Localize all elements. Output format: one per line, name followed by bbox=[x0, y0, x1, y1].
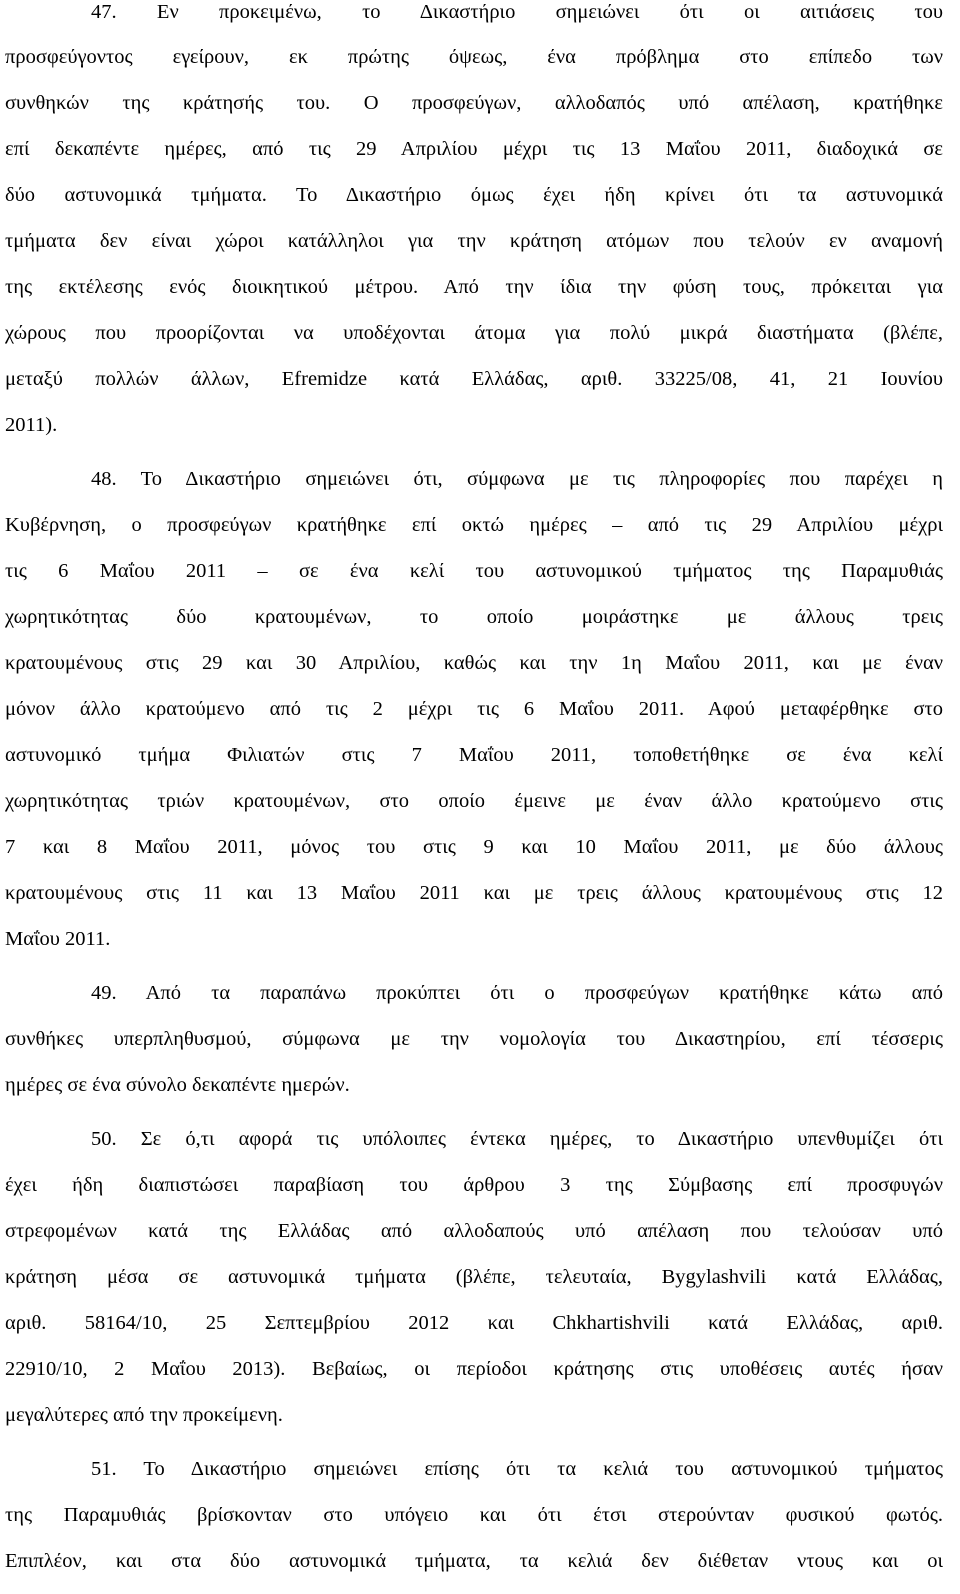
paragraph-49-number: 49. bbox=[91, 982, 117, 1004]
paragraph-51-line-1: 51. Το Δικαστήριο σημειώνει επίσης ότι τα κελιά του αστυνομικού τμήματος bbox=[91, 1458, 943, 1480]
paragraph-47-line-5: δύο αστυνομικά τμήματα. Το Δικαστήριο όμως έχει ήδη κρίνει ότι τα αστυνομικά bbox=[5, 184, 943, 206]
paragraph-50-line-2: έχει ήδη διαπιστώσει παραβίαση του άρθρου 3 της Σύμβασης επί προσφυγών bbox=[5, 1174, 943, 1196]
paragraph-51-line-2: της Παραμυθιάς βρίσκονταν στο υπόγειο και ότι έτσι στερούνταν φυσικού φωτός. bbox=[5, 1504, 943, 1526]
paragraph-47-line-2: προσφεύγοντος εγείρουν, εκ πρώτης όψεως, ένα πρόβλημα στο επίπεδο των bbox=[5, 46, 943, 68]
paragraph-48-line-1: 48. Το Δικαστήριο σημειώνει ότι, σύμφωνα με τις πληροφορίες που παρέχει η bbox=[91, 468, 943, 490]
paragraph-48-line-2: Κυβέρνηση, ο προσφεύγων κρατήθηκε επί οκτώ ημέρες – από τις 29 Απριλίου μέχρι bbox=[5, 514, 943, 536]
paragraph-47-line-7: της εκτέλεσης ενός διοικητικού μέτρου. Από την ίδια την φύση τους, πρόκειται για bbox=[5, 276, 943, 298]
paragraph-47-line-6: τμήματα δεν είναι χώροι κατάλληλοι για την κράτηση ατόμων που τελούν εν αναμονή bbox=[5, 230, 943, 252]
paragraph-50-line-1: 50. Σε ό,τι αφορά τις υπόλοιπες έντεκα ημέρες, το Δικαστήριο υπενθυμίζει ότι bbox=[91, 1128, 943, 1150]
paragraph-51-line-3: Επιπλέον, και στα δύο αστυνομικά τμήματα, τα κελιά δεν διέθεταν ντους και οι bbox=[5, 1550, 943, 1572]
paragraph-47-line-9: μεταξύ πολλών άλλων, Efremidze κατά Ελλάδας, αριθ. 33225/08, 41, 21 Ιουνίου bbox=[5, 368, 943, 390]
paragraph-49-line-1: 49. Από τα παραπάνω προκύπτει ότι ο προσφεύγων κρατήθηκε κάτω από bbox=[91, 982, 943, 1004]
paragraph-51-number: 51. bbox=[91, 1458, 117, 1480]
paragraph-49-line-3: ημέρες σε ένα σύνολο δεκαπέντε ημερών. bbox=[5, 1074, 350, 1096]
paragraph-48-line-7: αστυνομικό τμήμα Φιλιατών στις 7 Μαΐου 2011, τοποθετήθηκε σε ένα κελί bbox=[5, 744, 943, 766]
paragraph-50-line-7: μεγαλύτερες από την προκείμενη. bbox=[5, 1404, 283, 1426]
paragraph-47-line-4: επί δεκαπέντε ημέρες, από τις 29 Απριλίου μέχρι τις 13 Μαΐου 2011, διαδοχικά σε bbox=[5, 138, 943, 160]
paragraph-50-line-6: 22910/10, 2 Μαΐου 2013). Βεβαίως, οι περίοδοι κράτησης στις υποθέσεις αυτές ήσαν bbox=[5, 1358, 943, 1380]
paragraph-48-line-11: Μαΐου 2011. bbox=[5, 928, 111, 950]
paragraph-50-line-3: στρεφομένων κατά της Ελλάδας από αλλοδαπούς υπό απέλαση που τελούσαν υπό bbox=[5, 1220, 943, 1242]
paragraph-48-number: 48. bbox=[91, 468, 117, 490]
paragraph-47-line-1: 47. Εν προκειμένω, το Δικαστήριο σημειώνει ότι οι αιτιάσεις του bbox=[91, 1, 944, 23]
paragraph-47-number: 47. bbox=[91, 1, 117, 23]
paragraph-48-line-6: μόνον άλλο κρατούμενο από τις 2 μέχρι τις 6 Μαΐου 2011. Αφού μεταφέρθηκε στο bbox=[5, 698, 943, 720]
paragraph-47-line-8: χώρους που προορίζονται να υποδέχονται άτομα για πολύ μικρά διαστήματα (βλέπε, bbox=[5, 322, 943, 344]
paragraph-48-line-4: χωρητικότητας δύο κρατουμένων, το οποίο μοιράστηκε με άλλους τρεις bbox=[5, 606, 943, 628]
paragraph-48-line-8: χωρητικότητας τριών κρατουμένων, στο οποίο έμεινε με έναν άλλο κρατούμενο στις bbox=[5, 790, 943, 812]
paragraph-48-line-10: κρατουμένους στις 11 και 13 Μαΐου 2011 και με τρεις άλλους κρατουμένους στις 12 bbox=[5, 882, 943, 904]
paragraph-49-line-2: συνθήκες υπερπληθυσμού, σύμφωνα με την νομολογία του Δικαστηρίου, επί τέσσερις bbox=[5, 1028, 943, 1050]
paragraph-48-line-9: 7 και 8 Μαΐου 2011, μόνος του στις 9 και 10 Μαΐου 2011, με δύο άλλους bbox=[5, 836, 943, 858]
paragraph-48-line-3: τις 6 Μαΐου 2011 – σε ένα κελί του αστυνομικού τμήματος της Παραμυθιάς bbox=[5, 560, 943, 582]
paragraph-47-line-10: 2011). bbox=[5, 414, 58, 436]
paragraph-50-number: 50. bbox=[91, 1128, 117, 1150]
paragraph-48-line-5: κρατουμένους στις 29 και 30 Απριλίου, καθώς και την 1η Μαΐου 2011, και με έναν bbox=[5, 652, 943, 674]
paragraph-47-line-3: συνθηκών της κράτησής του. Ο προσφεύγων, αλλοδαπός υπό απέλαση, κρατήθηκε bbox=[5, 92, 943, 114]
paragraph-50-line-5: αριθ. 58164/10, 25 Σεπτεμβρίου 2012 και Chkhartishvili κατά Ελλάδας, αριθ. bbox=[5, 1312, 943, 1334]
paragraph-50-line-4: κράτηση μέσα σε αστυνομικά τμήματα (βλέπε, τελευταία, Bygylashvili κατά Ελλάδας, bbox=[5, 1266, 943, 1288]
